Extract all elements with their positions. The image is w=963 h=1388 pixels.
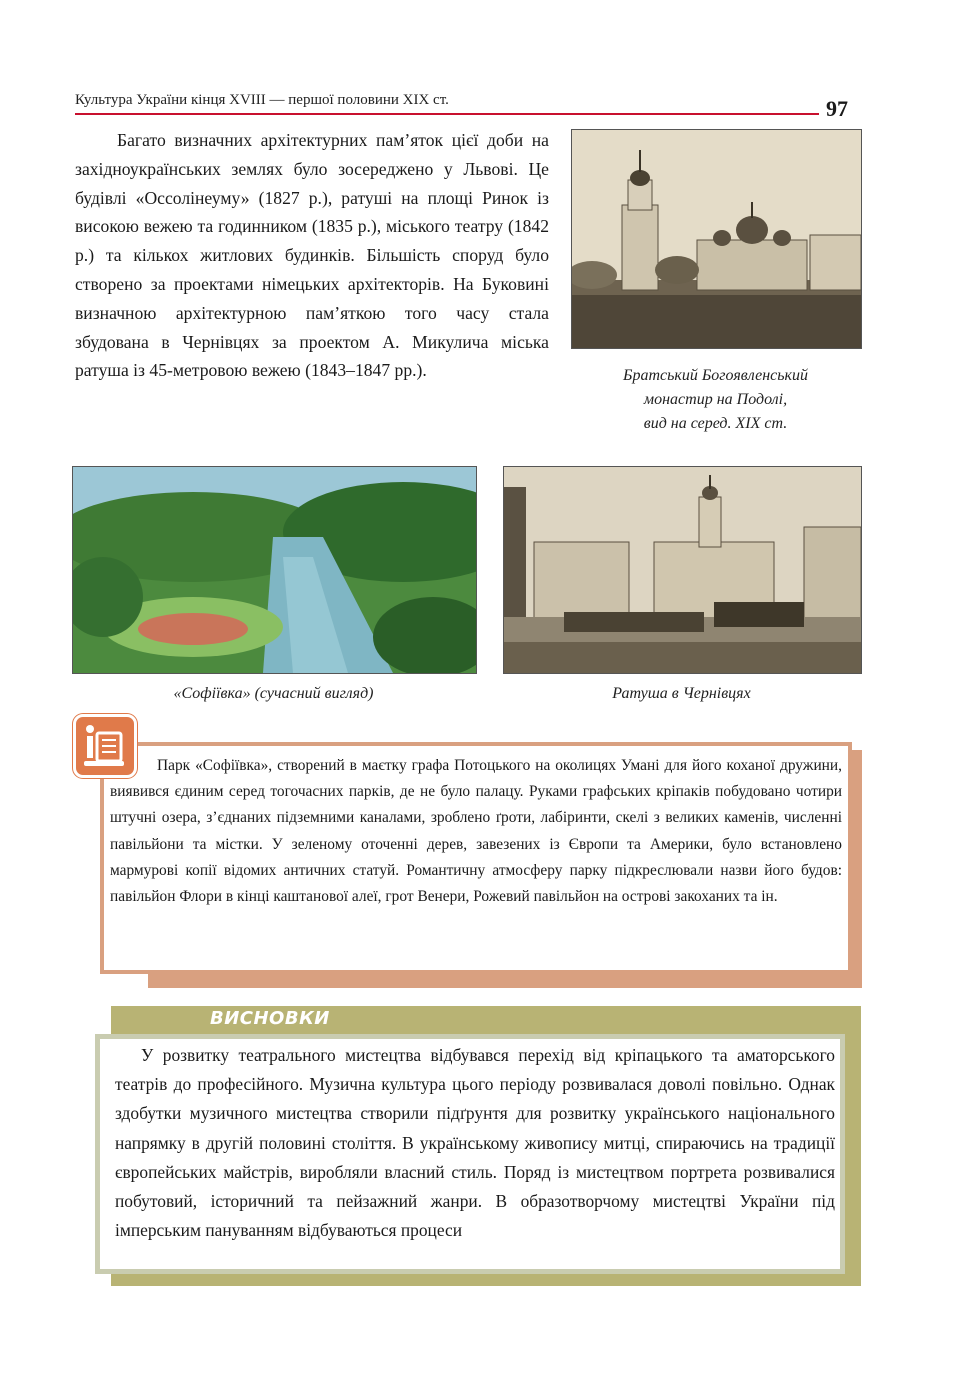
page-number: 97 [826,96,848,121]
running-header: Культура України кінця XVIII — першої половини XIX ст. [75,92,449,108]
monastery-caption [571,364,860,436]
info-book-icon [73,714,137,778]
header-rule [75,113,819,115]
monastery-caption-line: монастир на Подолі, [643,391,788,408]
monastery-caption-line: вид на серед. XIX ст. [643,415,788,432]
sofiyivka-caption: «Софіївка» (сучасний вигляд) [173,685,374,702]
conclusions-title: ВИСНОВКИ [210,1008,330,1029]
conclusions-text: У розвитку театрального мистецтва відбувався перехід від кріпацького та аматорського театрів до професійного. Музична культура цього періоду розвивалася доволі повільно. Однак здобутки музичного мистецтва створили підґрунтя для розвитку українського національного напрямку в другій половині століття. В українському живопису митці, спираючись на традиції європейських майстрів, виробляли власний стиль. Поряд із мистецтвом портрета розвивалися побутовий, історичний та пейзажний жанри. В образотворчому мистецтві України під імперським пануванням відбуваються процеси [115,1045,835,1241]
ratusha-photo [503,466,862,674]
sofiyivka-photo [72,466,477,674]
monastery-photo [571,129,862,349]
monastery-caption-line: Братський Богоявленський [623,367,808,384]
intro-paragraph: Багато визначних архітектурних пам’яток цієї доби на західноукраїнських землях було зосереджено у Львові. Це будівлі «Оссолінеуму» (1827 р.), ратуші на площі Ринок із високою вежею та годинником (1835 р.), міського театру (1842 р.) та кількох житлових будинків. Більшість споруд було створено за проектами німецьких архітекторів. На Буковині визначною архітектурною пам’яткою того часу стала збудована в Чернівцях за проектом А. Микулича міська ратуша із 45-метровою вежею (1843–1847 рр.). [75,130,549,381]
ratusha-caption: Ратуша в Чернівцях [612,685,751,702]
info-box-text: Парк «Софіївка», створений в маєтку графа Потоцького на околицях Умані для його коханої дружини, виявився єдиним серед тогочасних парків, де не було палацу. Руками графських кріпаків побудовано чотири штучні озера, з’єднаних підземними каналами, зроблено ґроти, лабіринти, скелі з великих каменів, численні павільйони та містки. У зеленому оточенні дерев, завезених із Європи та Америки, було встановлено мармурові копії відомих античних статуй. Романтичну атмосферу парку підкреслювали назви його будов: павільйон Флори в кінці каштанової алеї, грот Венери, Рожевий павільйон на острові закоханих та ін. [110,757,842,906]
